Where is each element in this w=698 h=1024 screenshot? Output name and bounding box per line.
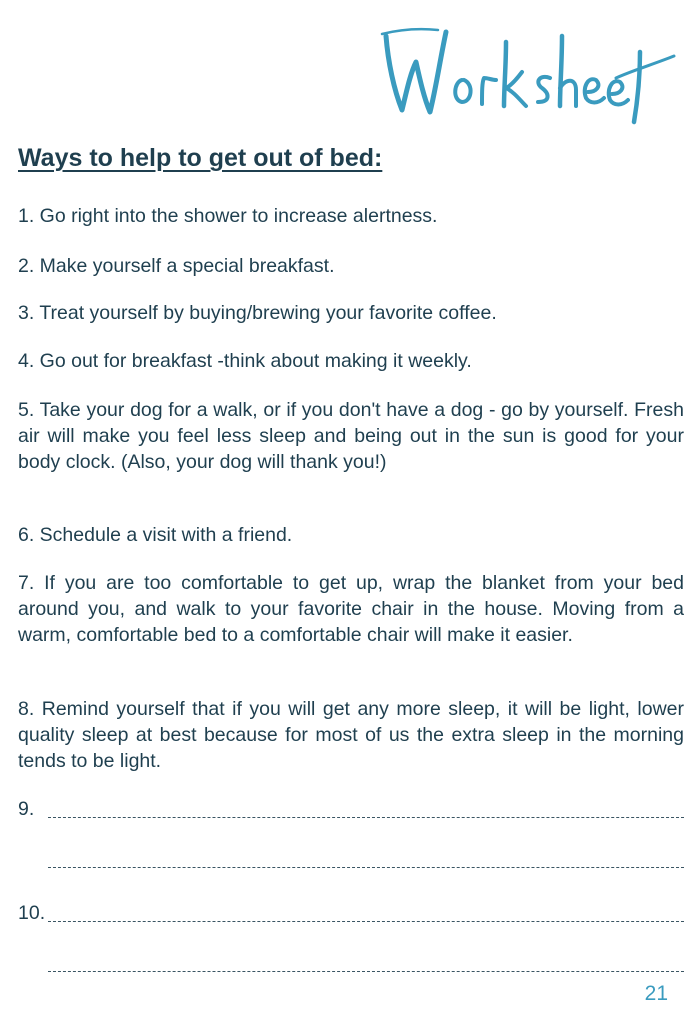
list-item: 3. Treat yourself by buying/brewing your favorite coffee. bbox=[18, 302, 497, 324]
list-item: 2. Make yourself a special breakfast. bbox=[18, 255, 335, 277]
list-item: 5. Take your dog for a walk, or if you don't have a dog - go by yourself. Fresh air will make you feel less sleep and being out in the sun is good for your body clock. (Also, your dog will thank you!) bbox=[18, 399, 684, 473]
blank-number: 9. bbox=[18, 798, 35, 820]
worksheet-logo bbox=[378, 22, 678, 130]
blank-answer-row bbox=[18, 950, 684, 976]
list-item: 8. Remind yourself that if you will get any more sleep, it will be light, lower quality sleep at best because for most of us the extra sleep in the morning tends to be light. bbox=[18, 698, 684, 772]
answer-line bbox=[48, 971, 684, 972]
page-heading: Ways to help to get out of bed: bbox=[18, 144, 383, 172]
blank-answer-row bbox=[18, 796, 684, 822]
answer-line bbox=[48, 817, 684, 818]
blank-answer-row bbox=[18, 900, 684, 926]
list-item: 6. Schedule a visit with a friend. bbox=[18, 524, 293, 546]
answer-line bbox=[48, 867, 684, 868]
blank-answer-row bbox=[18, 846, 684, 872]
blank-number: 10. bbox=[18, 902, 46, 924]
list-item: 7. If you are too comfortable to get up, wrap the blanket from your bed around you, and walk to your favorite chair in the house. Moving from a warm, comfortable bed to a comfortable chair will make it easier. bbox=[18, 572, 684, 646]
list-item: 4. Go out for breakfast -think about making it weekly. bbox=[18, 350, 472, 372]
page-number: 21 bbox=[644, 982, 668, 1005]
answer-line bbox=[48, 921, 684, 922]
list-item: 1. Go right into the shower to increase alertness. bbox=[18, 205, 438, 227]
